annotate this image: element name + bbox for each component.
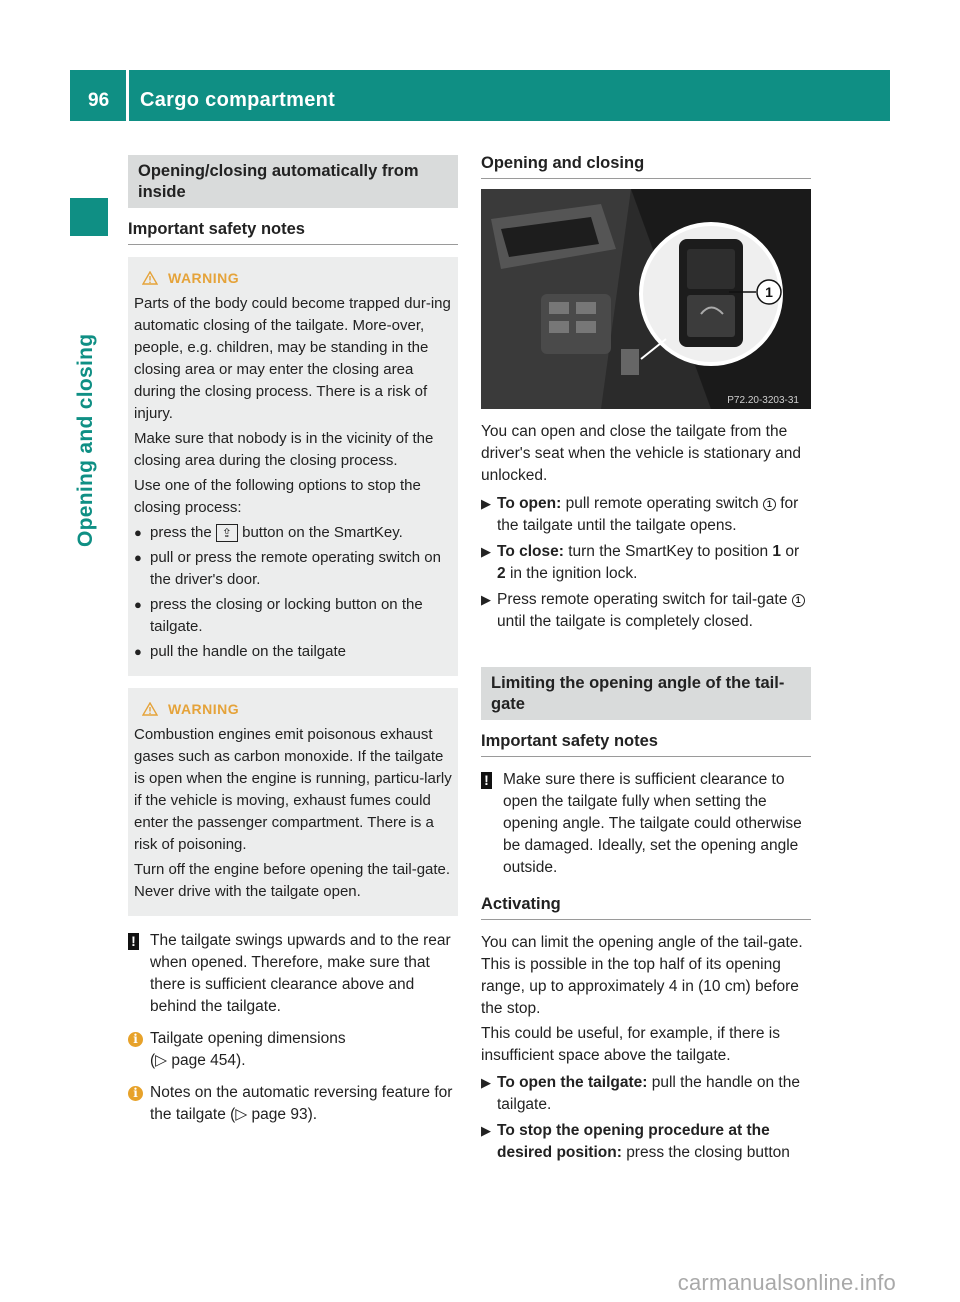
body-text: You can limit the opening angle of the tail-gate. This is possible in the top half of its opening range, up to approximately 4 in (10 cm) before the stop. [481, 934, 803, 1017]
section-tab-label: Opening and closing [74, 333, 97, 547]
warning-text: Turn off the engine before opening the tail-gate. Never drive with the tailgate open. [134, 861, 451, 900]
watermark: carmanualsonline.info [677, 1270, 896, 1295]
warning-triangle-icon [142, 702, 158, 716]
exclamation-icon: ! [481, 772, 492, 789]
warning-label: WARNING [168, 701, 240, 717]
section-heading: Opening/closing automatically from inside [128, 155, 458, 208]
notice-clearance: ! The tailgate swings upwards and to the rear when opened. Therefore, make sure that there is sufficient clearance above and behind the tailgate. [128, 930, 458, 1018]
heading-activating: Activating [481, 893, 811, 920]
image-code: P72.20-3203-31 [727, 395, 799, 406]
warning-triangle-icon [142, 271, 158, 285]
subheading-safety-notes: Important safety notes [481, 730, 811, 757]
warning-label: WARNING [168, 270, 240, 286]
warning-title [142, 267, 452, 289]
step-arrow-icon: ▶ [481, 592, 491, 607]
callout-number: 1 [765, 284, 773, 300]
warning-title [142, 698, 452, 720]
callout-one-icon: 1 [792, 594, 805, 607]
warning-text: Use one of the following options to stop the closing process: [134, 477, 421, 516]
step-arrow-icon: ▶ [481, 1123, 491, 1138]
info-icon: i [128, 1032, 143, 1047]
warning-text: Combustion engines emit poisonous exhaust gases such as carbon monoxide. If the tailgate is open when the engine is running, particu-larly if the vehicle is moving, exhaust fumes could enter the passenger compartment. There is a risk of poisoning. [134, 726, 452, 853]
exclamation-icon: ! [128, 933, 139, 950]
info-icon: i [128, 1086, 143, 1101]
callout-one-icon: 1 [763, 498, 776, 511]
door-switch-photo [481, 189, 811, 409]
subheading-safety-notes: Important safety notes [128, 218, 458, 245]
stop-options-list [134, 522, 452, 663]
instruction-step: ▶ To open the tailgate: pull the handle on the tailgate. [481, 1074, 800, 1113]
chapter-title: Cargo compartment [140, 89, 336, 111]
instruction-step: ▶ To stop the opening procedure at the desired position: press the closing button [481, 1122, 790, 1161]
body-text: This could be useful, for example, if there is insufficient space above the tailgate. [481, 1025, 780, 1064]
instruction-step: ▶ Press remote operating switch for tail-gate 1 until the tailgate is completely closed. [481, 589, 811, 633]
warning-box-exhaust [128, 688, 458, 916]
warning-text: Parts of the body could become trapped dur-ing automatic closing of the tailgate. More-over, people, e.g. children, may be standing in the closing area or may enter the closing area during the closing process. There is a risk of injury. [134, 295, 451, 422]
info-opening-dimensions: i Tailgate opening dimensions (▷ page 454). [128, 1028, 458, 1072]
left-column [128, 150, 458, 1136]
list-item: ● pull or press the remote operating switch on the driver's door. [134, 549, 441, 588]
list-item: ● press the ⇪ button on the SmartKey. [134, 524, 403, 541]
page-reference-link[interactable]: (▷ page 93). [230, 1106, 318, 1123]
step-arrow-icon: ▶ [481, 1075, 491, 1090]
warning-text: Make sure that nobody is in the vicinity of the closing area during the closing process. [134, 430, 434, 469]
right-column [481, 150, 811, 1168]
header-divider [126, 70, 129, 121]
instruction-step: ▶ To open: pull remote operating switch 1 for the tailgate until the tailgate opens. [481, 495, 799, 534]
warning-box-trapping [128, 257, 458, 676]
intro-text: You can open and close the tailgate from the driver's seat when the vehicle is stationary and unlocked. [481, 423, 802, 484]
instruction-step: ▶ To close: turn the SmartKey to position 1 or 2 in the ignition lock. [481, 543, 800, 582]
list-item: ● pull the handle on the tailgate [134, 643, 346, 660]
page-header [70, 70, 890, 121]
info-reversing-feature: i Notes on the automatic reversing feature for the tailgate (▷ page 93). [128, 1082, 458, 1126]
list-item: ● press the closing or locking button on the tailgate. [134, 596, 423, 635]
heading-opening-closing: Opening and closing [481, 152, 811, 179]
step-arrow-icon: ▶ [481, 496, 491, 511]
step-arrow-icon: ▶ [481, 544, 491, 559]
tailgate-key-icon: ⇪ [216, 524, 238, 542]
page-reference-link[interactable]: (▷ page 454). [150, 1052, 246, 1069]
section-heading: Limiting the opening angle of the tail-gate [481, 667, 811, 720]
section-tab-marker [70, 198, 108, 236]
notice-opening-angle: ! Make sure there is sufficient clearance to open the tailgate fully when setting the opening angle. The tailgate could otherwise be damaged. Ideally, set the opening angle outside. [481, 769, 811, 879]
page-number: 96 [88, 90, 110, 111]
